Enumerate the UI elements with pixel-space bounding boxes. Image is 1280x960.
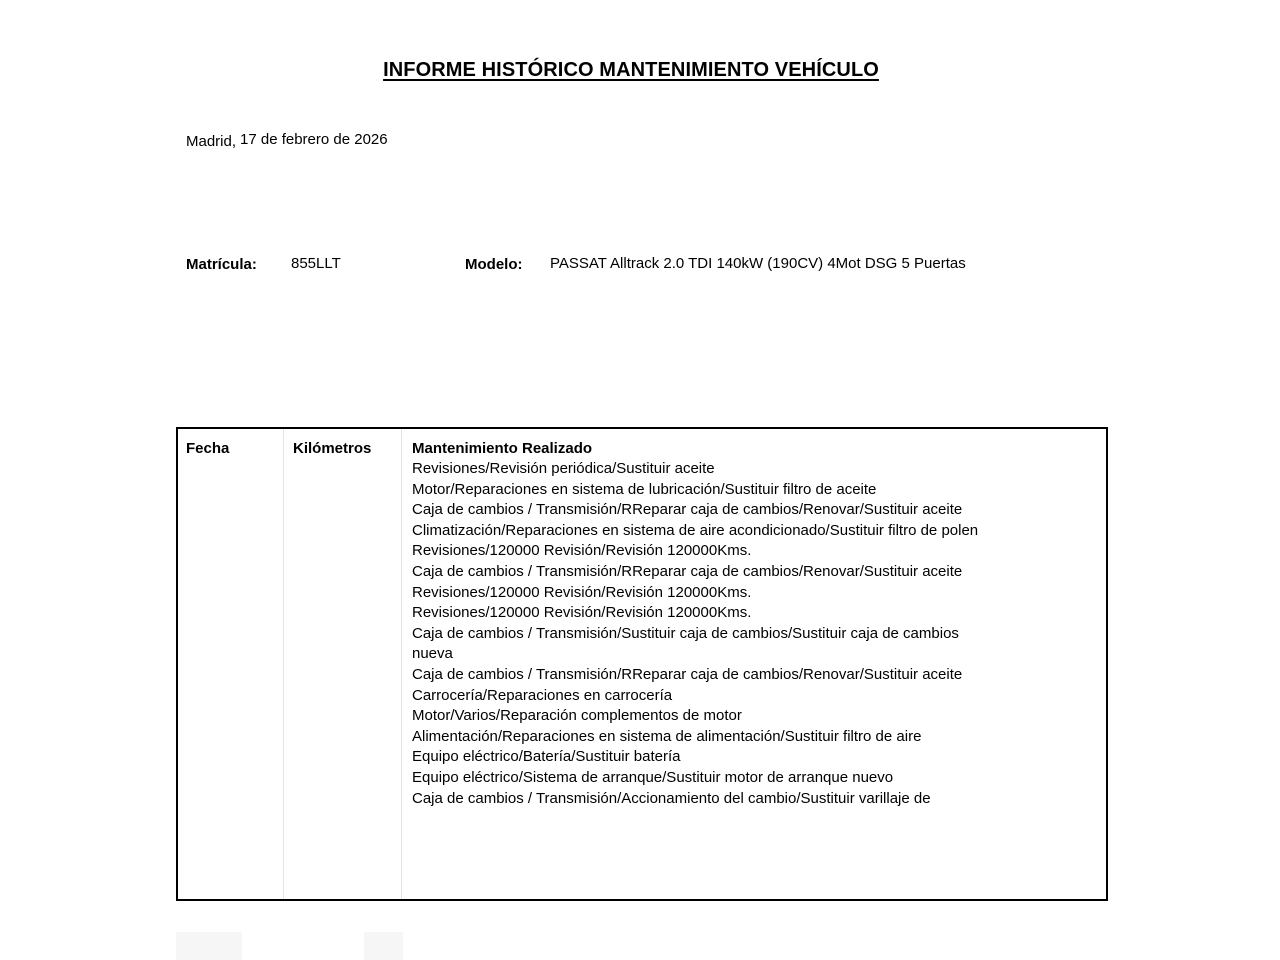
maintenance-item: Caja de cambios / Transmisión/Accionamiento del cambio/Sustituir varillaje de [412, 789, 931, 807]
maintenance-item: Caja de cambios / Transmisión/Sustituir caja de cambios/Sustituir caja de cambios nueva [412, 624, 959, 663]
plate-value: 855LLT [291, 255, 341, 272]
page-fragment [176, 932, 242, 960]
maintenance-table [176, 427, 1108, 901]
maintenance-item: Revisiones/120000 Revisión/Revisión 120000Kms. [412, 583, 752, 601]
maintenance-item: Caja de cambios / Transmisión/RReparar caja de cambios/Renovar/Sustituir aceite [412, 562, 963, 580]
maintenance-item: Alimentación/Reparaciones en sistema de alimentación/Sustituir filtro de aire [412, 727, 922, 745]
maintenance-item: Equipo eléctrico/Batería/Sustituir batería [412, 748, 681, 766]
header-date: Fecha [186, 440, 230, 457]
place-label: Madrid, [186, 133, 237, 150]
maintenance-item: Caja de cambios / Transmisión/RReparar caja de cambios/Renovar/Sustituir aceite [412, 501, 963, 519]
plate-label: Matrícula: [186, 256, 257, 273]
maintenance-item: Carrocería/Reparaciones en carrocería [412, 686, 673, 704]
maintenance-item: Motor/Varios/Reparación complementos de motor [412, 707, 742, 725]
page-fragment [364, 932, 403, 960]
model-label: Modelo: [465, 256, 523, 273]
maintenance-item: Climatización/Reparaciones en sistema de aire acondicionado/Sustituir filtro de polen [412, 521, 979, 539]
column-divider [401, 429, 402, 899]
column-divider [283, 429, 284, 899]
maintenance-item: Equipo eléctrico/Sistema de arranque/Sustituir motor de arranque nuevo [412, 768, 894, 786]
header-kilometers: Kilómetros [293, 440, 372, 457]
maintenance-item: Revisiones/120000 Revisión/Revisión 120000Kms. [412, 542, 752, 560]
maintenance-list [412, 459, 992, 809]
maintenance-item: Revisiones/Revisión periódica/Sustituir aceite [412, 460, 715, 477]
maintenance-item: Caja de cambios / Transmisión/RReparar caja de cambios/Renovar/Sustituir aceite [412, 665, 963, 683]
report-title: INFORME HISTÓRICO MANTENIMIENTO VEHÍCULO [383, 59, 879, 81]
report-date: 17 de febrero de 2026 [240, 131, 388, 148]
maintenance-item: Revisiones/120000 Revisión/Revisión 120000Kms. [412, 604, 752, 622]
maintenance-item: Motor/Reparaciones en sistema de lubricación/Sustituir filtro de aceite [412, 480, 877, 498]
header-maintenance: Mantenimiento Realizado [412, 440, 593, 457]
model-value: PASSAT Alltrack 2.0 TDI 140kW (190CV) 4Mot DSG 5 Puertas [550, 255, 966, 272]
